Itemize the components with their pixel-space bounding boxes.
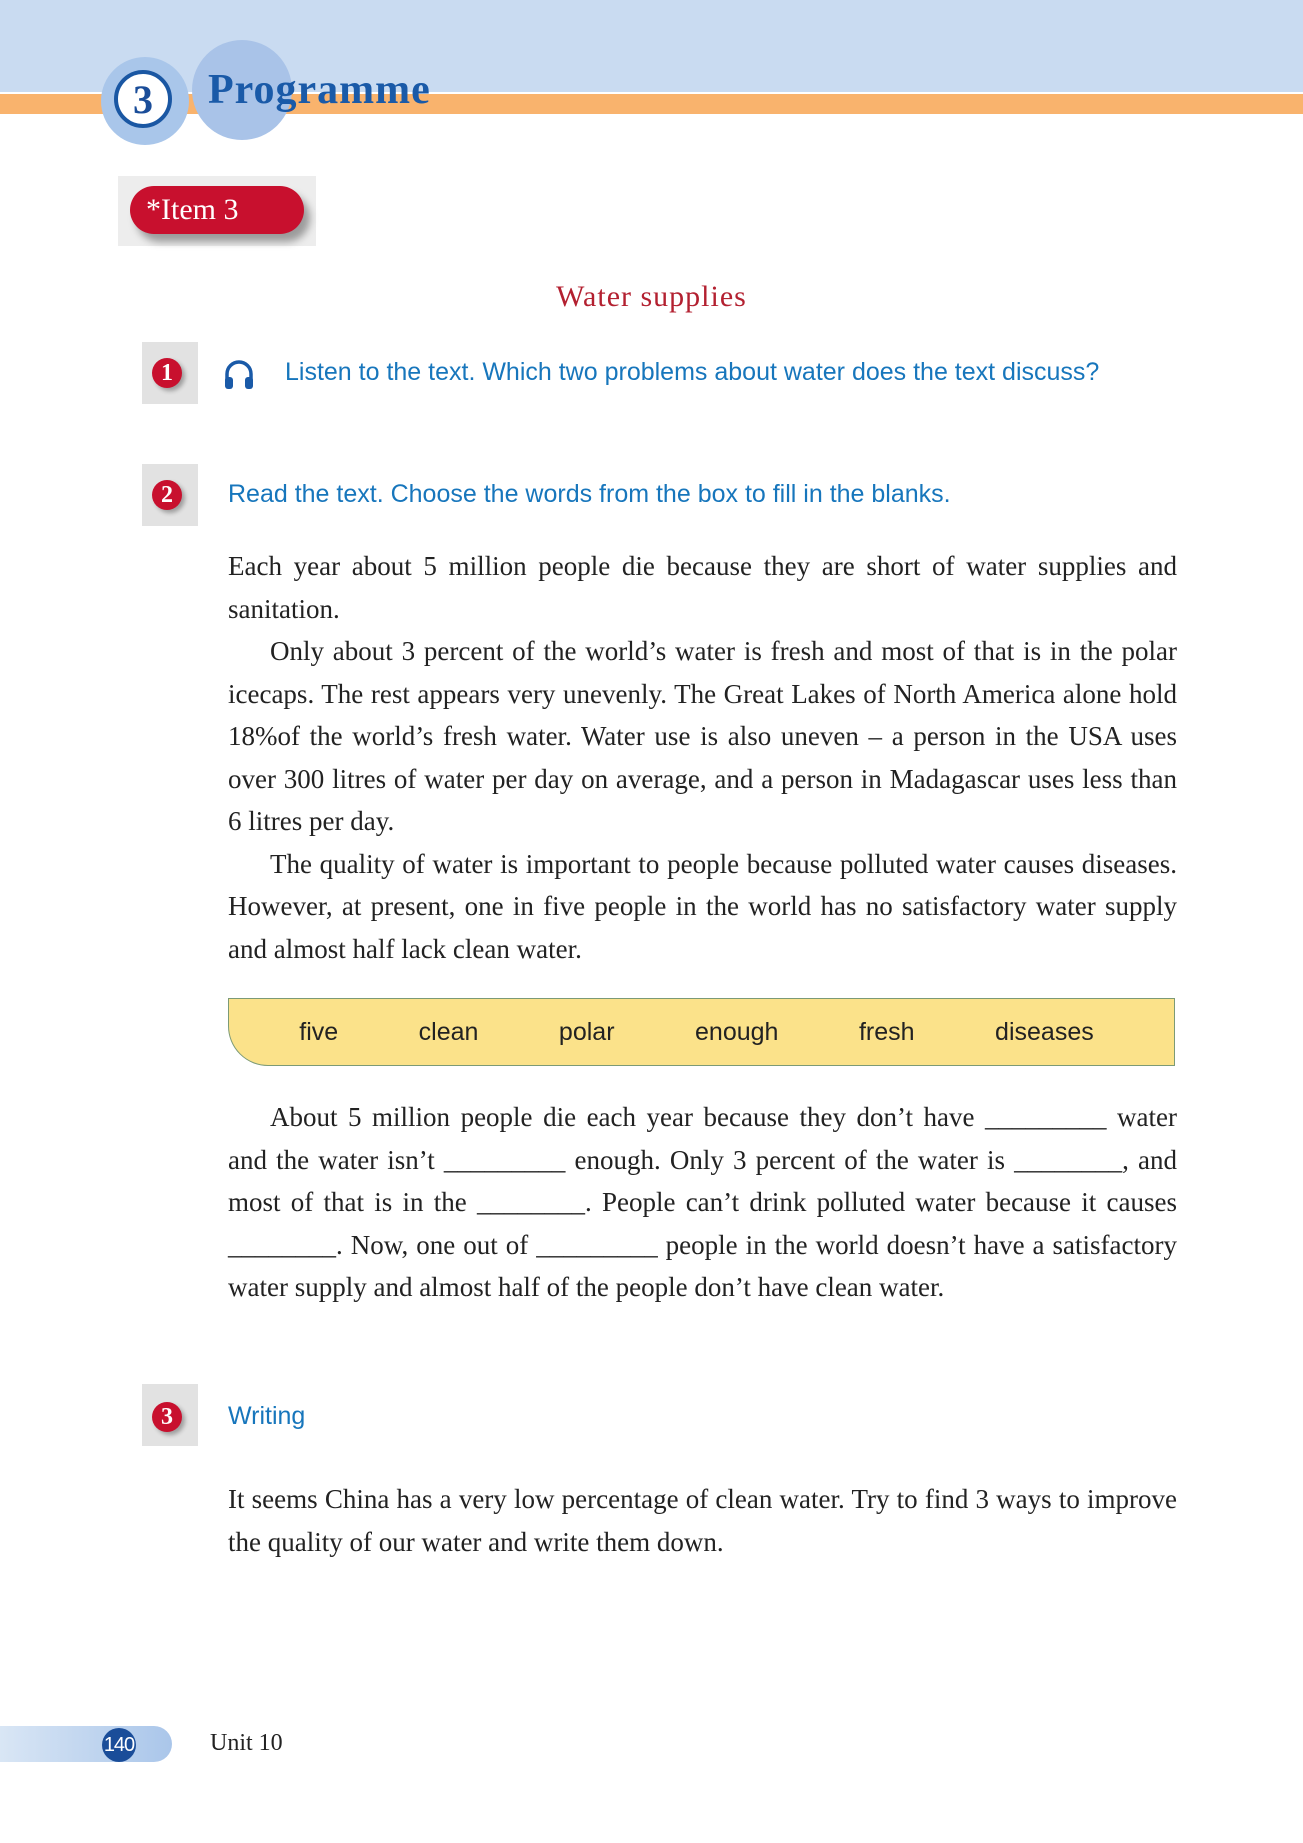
word-box-item: diseases (995, 1017, 1094, 1046)
writing-task (228, 1478, 1177, 1563)
word-box-item: enough (695, 1017, 779, 1046)
reading-passage (228, 545, 1177, 970)
page-number: 140 (102, 1728, 136, 1762)
writing-task-text: It seems China has a very low percentage of clean water. Try to find 3 ways to improve the quality of our water and write them down. (228, 1484, 1177, 1557)
reading-paragraph-2: Only about 3 percent of the world’s water is fresh and most of that is in the polar icecaps. The rest appears very unevenly. The Great Lakes of North America alone hold 18%of the world’s fresh water. Water use is also uneven – a person in the USA uses over 300 litres of water per day on average, and a person in Madagascar uses less than 6 litres per day. (228, 636, 1177, 836)
reading-paragraph-3: The quality of water is important to people because polluted water causes diseases. However, at present, one in five people in the world has no satisfactory water supply and almost half lack clean water. (228, 848, 1177, 964)
word-box-item: fresh (858, 1017, 915, 1046)
reading-paragraph-1: Each year about 5 million people die because they are short of water supplies and sanitation. (228, 551, 1177, 624)
task-3-heading: Writing (228, 1402, 306, 1430)
word-box (228, 998, 1175, 1066)
cloze-passage (228, 1096, 1177, 1309)
cloze-text: About 5 million people die each year because they don’t have _________ water and the water isn’t _________ enough. Only 3 percent of the water is ________, and most of that is in the ________. People can’t drink polluted water because it causes ________. Now, one out of _________ people in the world doesn’t have a satisfactory water supply and almost half of the people don’t have clean water. (228, 1102, 1177, 1302)
page-title: Programme (208, 67, 431, 113)
task-3-number: 3 (152, 1402, 182, 1432)
word-box-item: clean (418, 1017, 479, 1046)
word-box-item: five (299, 1017, 339, 1046)
item-tag: *Item 3 (130, 186, 304, 234)
unit-label: Unit 10 (210, 1730, 283, 1756)
task-2-number: 2 (152, 480, 182, 510)
headphones-icon (222, 358, 256, 392)
task-1-instruction: Listen to the text. Which two problems about water does the text discuss? (285, 358, 1100, 386)
task-1-number: 1 (152, 358, 182, 388)
section-number-badge: 3 (114, 70, 172, 128)
word-box-item: polar (558, 1017, 615, 1046)
footer-bar (0, 1726, 172, 1762)
section-title: Water supplies (556, 280, 747, 313)
task-2-instruction: Read the text. Choose the words from the box to fill in the blanks. (228, 480, 951, 508)
